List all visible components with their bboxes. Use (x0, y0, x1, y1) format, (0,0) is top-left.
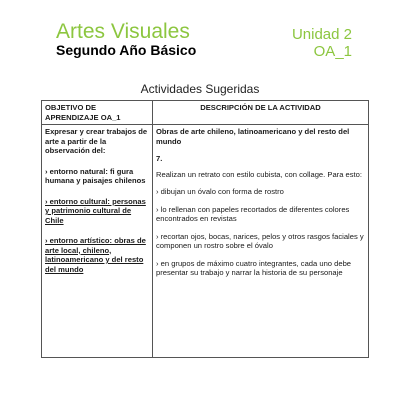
description-column-header: DESCRIPCIÓN DE LA ACTIVIDAD (153, 101, 369, 125)
objective-item-artistic: › entorno artístico: obras de arte local, chileno, latinoamericano y del resto del mundo (45, 236, 146, 274)
objective-item-natural: › entorno natural: fi gura humana y paisajes chilenos (45, 166, 146, 185)
activity-step: › dibujan un óvalo con forma de rostro (156, 187, 284, 196)
objective-item-cultural: › entorno cultural: personas y patrimonio cultural de Chile (45, 196, 146, 225)
objective-cell (42, 125, 153, 358)
document-subtitle: Segundo Año Básico (56, 42, 197, 58)
unit-label: Unidad 2 (291, 26, 352, 43)
activity-step: › recortan ojos, bocas, narices, pelos y otros rasgos faciales y componen un rostro sobre el óvalo (156, 231, 364, 250)
document-title: Artes Visuales (56, 20, 190, 43)
table-row (42, 125, 369, 358)
activity-number: 7. (156, 154, 163, 163)
description-cell (153, 125, 369, 358)
activities-table (41, 100, 369, 358)
objective-intro: Expresar y crear trabajos de arte a partir de la observación del: (45, 127, 148, 155)
activity-step: › en grupos de máximo cuatro integrantes, cada uno debe presentar su trabajo y narrar la historia de su personaje (156, 258, 352, 277)
activity-heading: Obras de arte chileno, latinoamericano y del resto del mundo (156, 127, 350, 146)
activity-step: › lo rellenan con papeles recortados de diferentes colores encontrados en revistas (156, 204, 350, 223)
objective-column-header: OBJETIVO DE APRENDIZAJE OA_1 (42, 101, 153, 125)
section-title: Actividades Sugeridas (140, 82, 260, 96)
activity-intro: Realizan un retrato con estilo cubista, con collage. Para esto: (156, 169, 362, 179)
objective-code: OA_1 (313, 43, 352, 60)
table-header-row (42, 101, 369, 125)
